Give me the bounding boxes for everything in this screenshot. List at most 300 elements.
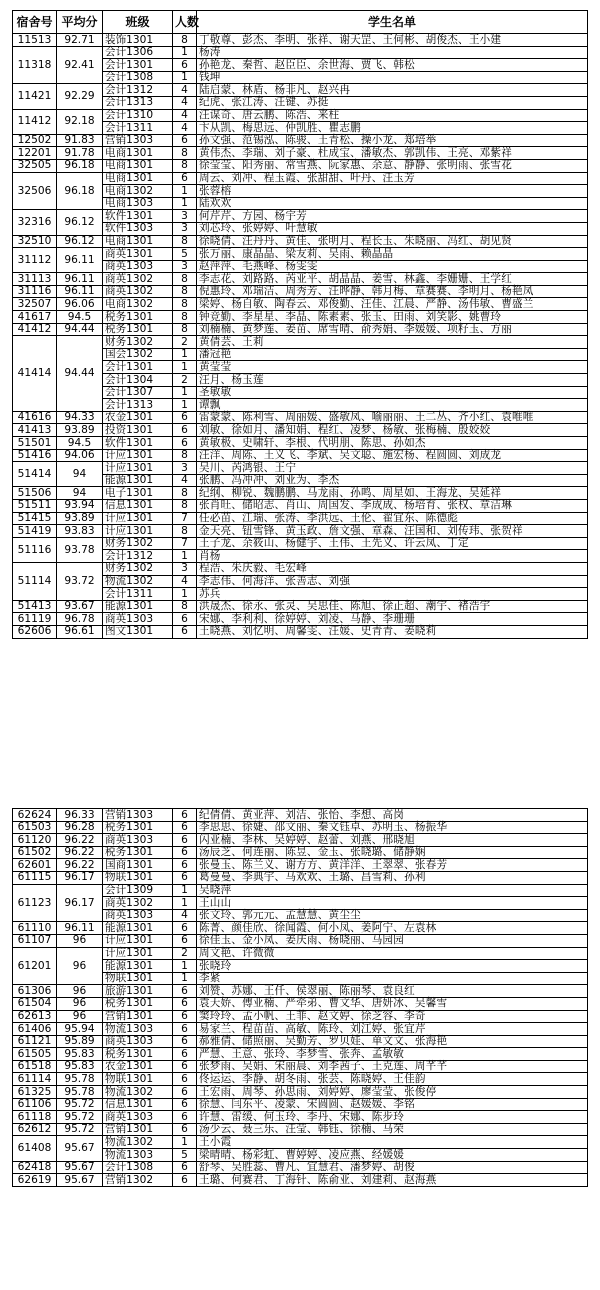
count-cell: 8 — [173, 499, 197, 512]
avg-score-cell: 96.78 — [57, 613, 103, 626]
student-names-cell: 王璐、何赛君、丁海针、陈俞亚、刘建莉、赵海燕 — [197, 1174, 588, 1187]
count-cell: 8 — [173, 600, 197, 613]
table-row — [13, 273, 588, 286]
count-cell: 7 — [173, 512, 197, 525]
dorm-cell: 32316 — [13, 210, 57, 235]
dorm-cell: 62418 — [13, 1161, 57, 1174]
table-body-bottom — [13, 809, 588, 1187]
student-names-cell: 苏兵 — [197, 588, 588, 601]
table-row — [13, 985, 588, 998]
class-cell: 电子1301 — [103, 487, 173, 500]
dorm-cell: 61121 — [13, 1035, 57, 1048]
count-cell: 6 — [173, 1174, 197, 1187]
dorm-cell: 61114 — [13, 1073, 57, 1086]
count-cell: 8 — [173, 235, 197, 248]
count-cell: 6 — [173, 424, 197, 437]
count-cell: 7 — [173, 537, 197, 550]
avg-score-cell: 94 — [57, 462, 103, 487]
class-cell: 商英1303 — [103, 834, 173, 847]
dorm-cell: 61505 — [13, 1048, 57, 1061]
table-row — [13, 1010, 588, 1023]
student-names-cell: 纪倩倩、黄亚萍、刘洁、张怡、李想、高岗 — [197, 809, 588, 822]
count-cell: 3 — [173, 462, 197, 475]
dorm-cell: 11421 — [13, 84, 57, 109]
class-cell: 会计1301 — [103, 59, 173, 72]
count-cell: 1 — [173, 884, 197, 897]
table-row — [13, 424, 588, 437]
student-names-cell: 钟竞勤、李星星、李晶、陈素素、张玉、田雨、刘笑影、姚曹玲 — [197, 311, 588, 324]
count-cell: 6 — [173, 625, 197, 638]
class-cell: 税务1301 — [103, 323, 173, 336]
header-count: 人数 — [173, 11, 197, 34]
avg-score-cell: 96.22 — [57, 846, 103, 859]
table-row — [13, 884, 588, 897]
student-names-cell: 王小霞 — [197, 1136, 588, 1149]
table-row — [13, 147, 588, 160]
count-cell: 1 — [173, 960, 197, 973]
student-names-cell: 汪谋奇、唐云鹏、陈浩、来柱 — [197, 109, 588, 122]
student-names-cell: 黄伟杰、李瑞、刘子豪、杜成宝、潘敏杰、郭凯伟、王亮、邓紫祥 — [197, 147, 588, 160]
student-names-cell: 袁天娇、傅亚楠、严牵弟、曹文华、唐妍冰、吴馨雪 — [197, 997, 588, 1010]
table-row — [13, 210, 588, 223]
count-cell: 1 — [173, 550, 197, 563]
student-names-cell: 李志花、刘路路、芮亚平、胡晶晶、姜雪、林鑫、李姗姗、王学红 — [197, 273, 588, 286]
student-names-cell: 钱坤 — [197, 71, 588, 84]
table-row — [13, 1073, 588, 1086]
count-cell: 1 — [173, 348, 197, 361]
class-cell: 农金1301 — [103, 1060, 173, 1073]
avg-score-cell: 94 — [57, 487, 103, 500]
student-names-cell: 黄敏极、史啸轩、李根、代明朋、陈思、孙如杰 — [197, 437, 588, 450]
student-names-cell: 王晓燕、刘忆明、周馨雯、汪媛、史青青、姜晓莉 — [197, 625, 588, 638]
count-cell: 6 — [173, 1035, 197, 1048]
class-cell: 财务1302 — [103, 562, 173, 575]
avg-score-cell: 96.11 — [57, 273, 103, 286]
student-names-cell: 张梦雨、吴娟、宋丽晨、刘李茜子、王克莲、周芊芊 — [197, 1060, 588, 1073]
class-cell: 会计1310 — [103, 109, 173, 122]
count-cell: 6 — [173, 172, 197, 185]
count-cell: 6 — [173, 437, 197, 450]
class-cell: 图文1301 — [103, 625, 173, 638]
student-names-cell: 程浩、朱庆毅、毛宏峰 — [197, 562, 588, 575]
avg-score-cell: 93.67 — [57, 600, 103, 613]
student-names-cell: 孙艳龙、秦哲、赵臣臣、余世海、贾飞、韩松 — [197, 59, 588, 72]
dorm-cell: 12201 — [13, 147, 57, 160]
class-cell: 会计1306 — [103, 46, 173, 59]
table-row — [13, 336, 588, 349]
class-cell: 会计1312 — [103, 550, 173, 563]
class-cell: 会计1307 — [103, 386, 173, 399]
class-cell: 会计1308 — [103, 71, 173, 84]
class-cell: 电商1301 — [103, 159, 173, 172]
class-cell: 税务1301 — [103, 846, 173, 859]
student-names-cell: 徐慧、闫东平、凌蒙、宋圆圆、赵媛媛、李铭 — [197, 1098, 588, 1111]
class-cell: 营销1301 — [103, 1010, 173, 1023]
class-cell: 商英1302 — [103, 285, 173, 298]
dorm-cell: 51415 — [13, 512, 57, 525]
avg-score-cell: 95.78 — [57, 1073, 103, 1086]
table-row — [13, 613, 588, 626]
class-cell: 信息1301 — [103, 499, 173, 512]
avg-score-cell: 93.83 — [57, 525, 103, 538]
table-row — [13, 1035, 588, 1048]
count-cell: 8 — [173, 285, 197, 298]
table-row — [13, 109, 588, 122]
avg-score-cell: 96.06 — [57, 298, 103, 311]
student-names-cell: 倪惠玲、邓瑞洁、周秀芳、汪晔静、韩月梅、章赛赛、李明月、杨艳凤 — [197, 285, 588, 298]
student-names-cell: 纪虎、张江涛、汪键、苏挺 — [197, 96, 588, 109]
avg-score-cell: 93.78 — [57, 537, 103, 562]
count-cell: 6 — [173, 1010, 197, 1023]
table-row — [13, 46, 588, 59]
student-names-cell: 郝雅倩、储照丽、吴勤芳、罗贝娃、单文文、张海艳 — [197, 1035, 588, 1048]
count-cell: 1 — [173, 399, 197, 412]
count-cell: 6 — [173, 1023, 197, 1036]
table-row — [13, 1098, 588, 1111]
count-cell: 3 — [173, 222, 197, 235]
dorm-cell: 61408 — [13, 1136, 57, 1161]
count-cell: 2 — [173, 336, 197, 349]
student-names-cell: 梁晴晴、杨彩虹、曹婷婷、凌应燕、经媛媛 — [197, 1149, 588, 1162]
student-names-cell: 许慧、雷缓、何玉玲、李丹、宋娜、陈步玲 — [197, 1111, 588, 1124]
dorm-cell: 61406 — [13, 1023, 57, 1036]
avg-score-cell: 95.67 — [57, 1136, 103, 1161]
student-names-cell: 周云、刘冲、程玉霞、张甜甜、叶丹、汪玉芳 — [197, 172, 588, 185]
avg-score-cell: 96.22 — [57, 834, 103, 847]
student-names-cell: 潘冠艳 — [197, 348, 588, 361]
table-row — [13, 84, 588, 97]
table-row — [13, 525, 588, 538]
dorm-cell: 62619 — [13, 1174, 57, 1187]
count-cell: 6 — [173, 1098, 197, 1111]
table-row — [13, 512, 588, 525]
student-names-cell: 汪洋、周陈、王义飞、李斌、吴文聪、施宏杨、程圆圆、刘成龙 — [197, 449, 588, 462]
count-cell: 6 — [173, 1123, 197, 1136]
class-cell: 商英1302 — [103, 273, 173, 286]
dorm-cell: 51416 — [13, 449, 57, 462]
count-cell: 6 — [173, 1073, 197, 1086]
table-row — [13, 248, 588, 261]
class-cell: 信息1301 — [103, 1098, 173, 1111]
dorm-cell: 62606 — [13, 625, 57, 638]
class-cell: 计应1301 — [103, 947, 173, 960]
avg-score-cell: 95.72 — [57, 1123, 103, 1136]
header-class: 班级 — [103, 11, 173, 34]
class-cell: 会计1308 — [103, 1161, 173, 1174]
table-row — [13, 821, 588, 834]
table-row — [13, 600, 588, 613]
avg-score-cell: 95.72 — [57, 1111, 103, 1124]
count-cell: 6 — [173, 859, 197, 872]
student-names-cell: 周文艳、许微微 — [197, 947, 588, 960]
dorm-cell: 41616 — [13, 411, 57, 424]
table-row — [13, 462, 588, 475]
dorm-cell: 31113 — [13, 273, 57, 286]
class-cell: 商英1301 — [103, 248, 173, 261]
student-names-cell: 陈菁、颜佳欣、徐闻霞、何小凤、姜阿宁、左袁林 — [197, 922, 588, 935]
class-cell: 电商1302 — [103, 298, 173, 311]
dorm-cell: 62624 — [13, 809, 57, 822]
avg-score-cell: 96.17 — [57, 871, 103, 884]
count-cell: 4 — [173, 909, 197, 922]
table-row — [13, 1086, 588, 1099]
class-cell: 计应1301 — [103, 512, 173, 525]
student-names-cell: 张晓玲 — [197, 960, 588, 973]
dorm-cell: 32510 — [13, 235, 57, 248]
table-body-top — [13, 34, 588, 639]
avg-score-cell: 96.61 — [57, 625, 103, 638]
student-names-cell: 黄倩芸、王莉 — [197, 336, 588, 349]
student-names-cell: 窦玲玲、孟小帆、王菲、赵文婷、徐芝容、李奇 — [197, 1010, 588, 1023]
student-names-cell: 张曼玉、陈兰义、谢方方、黄洋洋、王翠翠、张春芳 — [197, 859, 588, 872]
class-cell: 物联1301 — [103, 1073, 173, 1086]
student-names-cell: 佟运运、李静、胡冬雨、张芸、陈晓婷、王佳韵 — [197, 1073, 588, 1086]
class-cell: 会计1312 — [103, 84, 173, 97]
dorm-cell: 62601 — [13, 859, 57, 872]
student-names-cell: 徐莹莹、阳秀丽、常雪燕、阮家惠、余意、静静、张明雨、张雪花 — [197, 159, 588, 172]
header-avg: 平均分 — [57, 11, 103, 34]
dorm-cell: 61503 — [13, 821, 57, 834]
dorm-cell: 32507 — [13, 298, 57, 311]
student-names-cell: 王子龙、余筱山、杨健宇、王伟、王先义、许云凤、丁定 — [197, 537, 588, 550]
class-cell: 物联1301 — [103, 972, 173, 985]
count-cell: 8 — [173, 487, 197, 500]
count-cell: 2 — [173, 374, 197, 387]
avg-score-cell: 95.78 — [57, 1086, 103, 1099]
table-row — [13, 323, 588, 336]
class-cell: 商英1303 — [103, 1035, 173, 1048]
count-cell: 6 — [173, 59, 197, 72]
class-cell: 能源1301 — [103, 960, 173, 973]
dorm-cell: 61502 — [13, 846, 57, 859]
avg-score-cell: 95.94 — [57, 1023, 103, 1036]
dorm-cell: 61107 — [13, 934, 57, 947]
table-row — [13, 34, 588, 47]
dorm-cell: 62613 — [13, 1010, 57, 1023]
avg-score-cell: 92.18 — [57, 109, 103, 134]
avg-score-cell: 96 — [57, 947, 103, 985]
count-cell: 4 — [173, 122, 197, 135]
student-names-cell: 王宏雨、周琴、孙思雨、刘婷婷、廖莹莹、张俊停 — [197, 1086, 588, 1099]
table-row — [13, 1060, 588, 1073]
count-cell: 8 — [173, 298, 197, 311]
student-names-cell: 汪月、杨玉莲 — [197, 374, 588, 387]
class-cell: 财务1302 — [103, 537, 173, 550]
student-names-cell: 金天亮、钮雪锋、黄玉政、詹文强、章森、汪国和、刘传玮、张贺祥 — [197, 525, 588, 538]
avg-score-cell: 96.22 — [57, 859, 103, 872]
class-cell: 电商1301 — [103, 172, 173, 185]
dorm-cell: 51506 — [13, 487, 57, 500]
class-cell: 税务1301 — [103, 821, 173, 834]
avg-score-cell: 96 — [57, 997, 103, 1010]
student-names-cell: 舒琴、吴胜蕊、曹凡、宜慧君、潘梦婷、胡俊 — [197, 1161, 588, 1174]
dorm-roster-table-top — [12, 10, 588, 639]
avg-score-cell: 94.5 — [57, 311, 103, 324]
student-names-cell: 任必苗、江瑞、张涛、李洪远、王伦、翟宜东、陈德彪 — [197, 512, 588, 525]
class-cell: 计应1301 — [103, 934, 173, 947]
count-cell: 6 — [173, 1048, 197, 1061]
dorm-cell: 31112 — [13, 248, 57, 273]
student-names-cell: 黄莹莹 — [197, 361, 588, 374]
dorm-cell: 11412 — [13, 109, 57, 134]
table-row — [13, 499, 588, 512]
class-cell: 会计1309 — [103, 884, 173, 897]
count-cell: 8 — [173, 525, 197, 538]
student-names-cell: 李紧 — [197, 972, 588, 985]
avg-score-cell: 91.83 — [57, 134, 103, 147]
header-names: 学生名单 — [197, 11, 588, 34]
avg-score-cell: 95.67 — [57, 1161, 103, 1174]
avg-score-cell: 95.72 — [57, 1098, 103, 1111]
count-cell: 3 — [173, 260, 197, 273]
count-cell: 4 — [173, 96, 197, 109]
table-row — [13, 487, 588, 500]
table-row — [13, 285, 588, 298]
table-row — [13, 134, 588, 147]
dorm-cell: 51413 — [13, 600, 57, 613]
count-cell: 1 — [173, 588, 197, 601]
student-names-cell: 雷蒙蒙、陈利雪、周丽媛、盛敏凤、喻丽丽、王二丛、齐小红、袁唯唯 — [197, 411, 588, 424]
table-row — [13, 846, 588, 859]
dorm-cell: 61106 — [13, 1098, 57, 1111]
student-names-cell: 王山山 — [197, 897, 588, 910]
count-cell: 6 — [173, 809, 197, 822]
header-row — [13, 11, 588, 34]
avg-score-cell: 96.11 — [57, 248, 103, 273]
dorm-cell: 51116 — [13, 537, 57, 562]
table-row — [13, 311, 588, 324]
student-names-cell: 严慧、王意、张玲、李梦雪、张奔、孟敏敏 — [197, 1048, 588, 1061]
count-cell: 8 — [173, 147, 197, 160]
student-names-cell: 张文玲、郭元元、孟慧慧、黄尘尘 — [197, 909, 588, 922]
count-cell: 6 — [173, 821, 197, 834]
count-cell: 1 — [173, 185, 197, 198]
count-cell: 1 — [173, 71, 197, 84]
student-names-cell: 徐佳玉、金小凤、姜庆雨、杨晓丽、马园园 — [197, 934, 588, 947]
student-names-cell: 何芹芹、方园、杨宇芳 — [197, 210, 588, 223]
class-cell: 计应1301 — [103, 525, 173, 538]
count-cell: 6 — [173, 1060, 197, 1073]
dorm-cell: 51501 — [13, 437, 57, 450]
student-names-cell: 李思思、徐婕、邵文丽、秦文钰卓、苏明玉、杨振华 — [197, 821, 588, 834]
class-cell: 商英1303 — [103, 613, 173, 626]
avg-score-cell: 96.18 — [57, 159, 103, 172]
class-cell: 物流1303 — [103, 1149, 173, 1162]
table-row — [13, 1174, 588, 1187]
count-cell: 6 — [173, 1111, 197, 1124]
avg-score-cell: 94.44 — [57, 336, 103, 412]
student-names-cell: 宋娜、李利利、徐婷婷、刘凌、马静、李珊珊 — [197, 613, 588, 626]
avg-score-cell: 96.33 — [57, 809, 103, 822]
dorm-cell: 11318 — [13, 46, 57, 84]
count-cell: 1 — [173, 972, 197, 985]
student-names-cell: 闪亚楠、李林、吴婷婷、赵蕾、刘燕、邢晓旭 — [197, 834, 588, 847]
student-names-cell: 张鹏、冯冲冲、刘亚为、李杰 — [197, 474, 588, 487]
class-cell: 物流1303 — [103, 1023, 173, 1036]
student-names-cell: 孙文强、范锡泓、陈骏、王青松、操小龙、郑培举 — [197, 134, 588, 147]
count-cell: 1 — [173, 386, 197, 399]
count-cell: 1 — [173, 197, 197, 210]
count-cell: 5 — [173, 248, 197, 261]
count-cell: 6 — [173, 834, 197, 847]
avg-score-cell: 94.33 — [57, 411, 103, 424]
class-cell: 能源1301 — [103, 922, 173, 935]
student-names-cell: 刘赞、苏娜、王仟、侯翠丽、陈丽琴、袁良红 — [197, 985, 588, 998]
count-cell: 8 — [173, 159, 197, 172]
count-cell: 8 — [173, 34, 197, 47]
table-row — [13, 1023, 588, 1036]
avg-score-cell: 95.67 — [57, 1174, 103, 1187]
dorm-cell: 61123 — [13, 884, 57, 922]
count-cell: 6 — [173, 411, 197, 424]
avg-score-cell: 96.11 — [57, 922, 103, 935]
count-cell: 4 — [173, 474, 197, 487]
class-cell: 软件1301 — [103, 437, 173, 450]
dorm-cell: 61306 — [13, 985, 57, 998]
avg-score-cell: 96.12 — [57, 235, 103, 248]
class-cell: 能源1301 — [103, 600, 173, 613]
table-row — [13, 172, 588, 185]
student-names-cell: 张肖旺、储昭志、肖山、周国发、李成成、杨培育、张权、章洁琳 — [197, 499, 588, 512]
avg-score-cell: 96.28 — [57, 821, 103, 834]
count-cell: 6 — [173, 613, 197, 626]
student-names-cell: 纪纲、柳锐、魏鹏鹏、马龙雨、孙鸣、周星如、王海龙、吴延祥 — [197, 487, 588, 500]
class-cell: 税务1301 — [103, 311, 173, 324]
avg-score-cell: 95.83 — [57, 1048, 103, 1061]
student-names-cell: 谭飘 — [197, 399, 588, 412]
dorm-cell: 41412 — [13, 323, 57, 336]
class-cell: 会计1313 — [103, 399, 173, 412]
student-names-cell: 梁婷、杨自敏、陶春云、邓俊勤、汪佳、江晨、严静、汤伟敏、曹盛兰 — [197, 298, 588, 311]
count-cell: 1 — [173, 1136, 197, 1149]
class-cell: 计应1301 — [103, 449, 173, 462]
dorm-cell: 61201 — [13, 947, 57, 985]
class-cell: 会计1301 — [103, 361, 173, 374]
dorm-cell: 41413 — [13, 424, 57, 437]
avg-score-cell: 91.78 — [57, 147, 103, 160]
table-row — [13, 235, 588, 248]
table-row — [13, 1123, 588, 1136]
avg-score-cell: 96 — [57, 934, 103, 947]
class-cell: 营销1303 — [103, 809, 173, 822]
dorm-roster-table-bottom — [12, 808, 588, 1187]
student-names-cell: 丁敬尊、彭杰、李明、张祥、谢天罡、王何彬、胡俊杰、王小建 — [197, 34, 588, 47]
table-row — [13, 437, 588, 450]
table-row — [13, 537, 588, 550]
student-names-cell: 刘芯玲、张婷婷、叶慧敏 — [197, 222, 588, 235]
student-names-cell: 圣敏敏 — [197, 386, 588, 399]
class-cell: 税务1301 — [103, 1048, 173, 1061]
class-cell: 物流1302 — [103, 575, 173, 588]
table-row — [13, 947, 588, 960]
table-row — [13, 449, 588, 462]
class-cell: 国商1301 — [103, 859, 173, 872]
class-cell: 计应1301 — [103, 462, 173, 475]
dorm-cell: 61120 — [13, 834, 57, 847]
avg-score-cell: 96 — [57, 1010, 103, 1023]
class-cell: 税务1301 — [103, 997, 173, 1010]
table-row — [13, 1136, 588, 1149]
student-names-cell: 洪晟杰、徐永、张灵、吴思佳、陈旭、徐正超、潮宇、褚浩宇 — [197, 600, 588, 613]
count-cell: 4 — [173, 84, 197, 97]
dorm-cell: 51419 — [13, 525, 57, 538]
student-names-cell: 刘楠楠、黄梦莲、姜苗、席雪晴、俞秀娟、李媛媛、项籽玉、方丽 — [197, 323, 588, 336]
count-cell: 3 — [173, 210, 197, 223]
class-cell: 国会1302 — [103, 348, 173, 361]
class-cell: 会计1311 — [103, 122, 173, 135]
table-row — [13, 859, 588, 872]
dorm-cell: 32506 — [13, 172, 57, 210]
